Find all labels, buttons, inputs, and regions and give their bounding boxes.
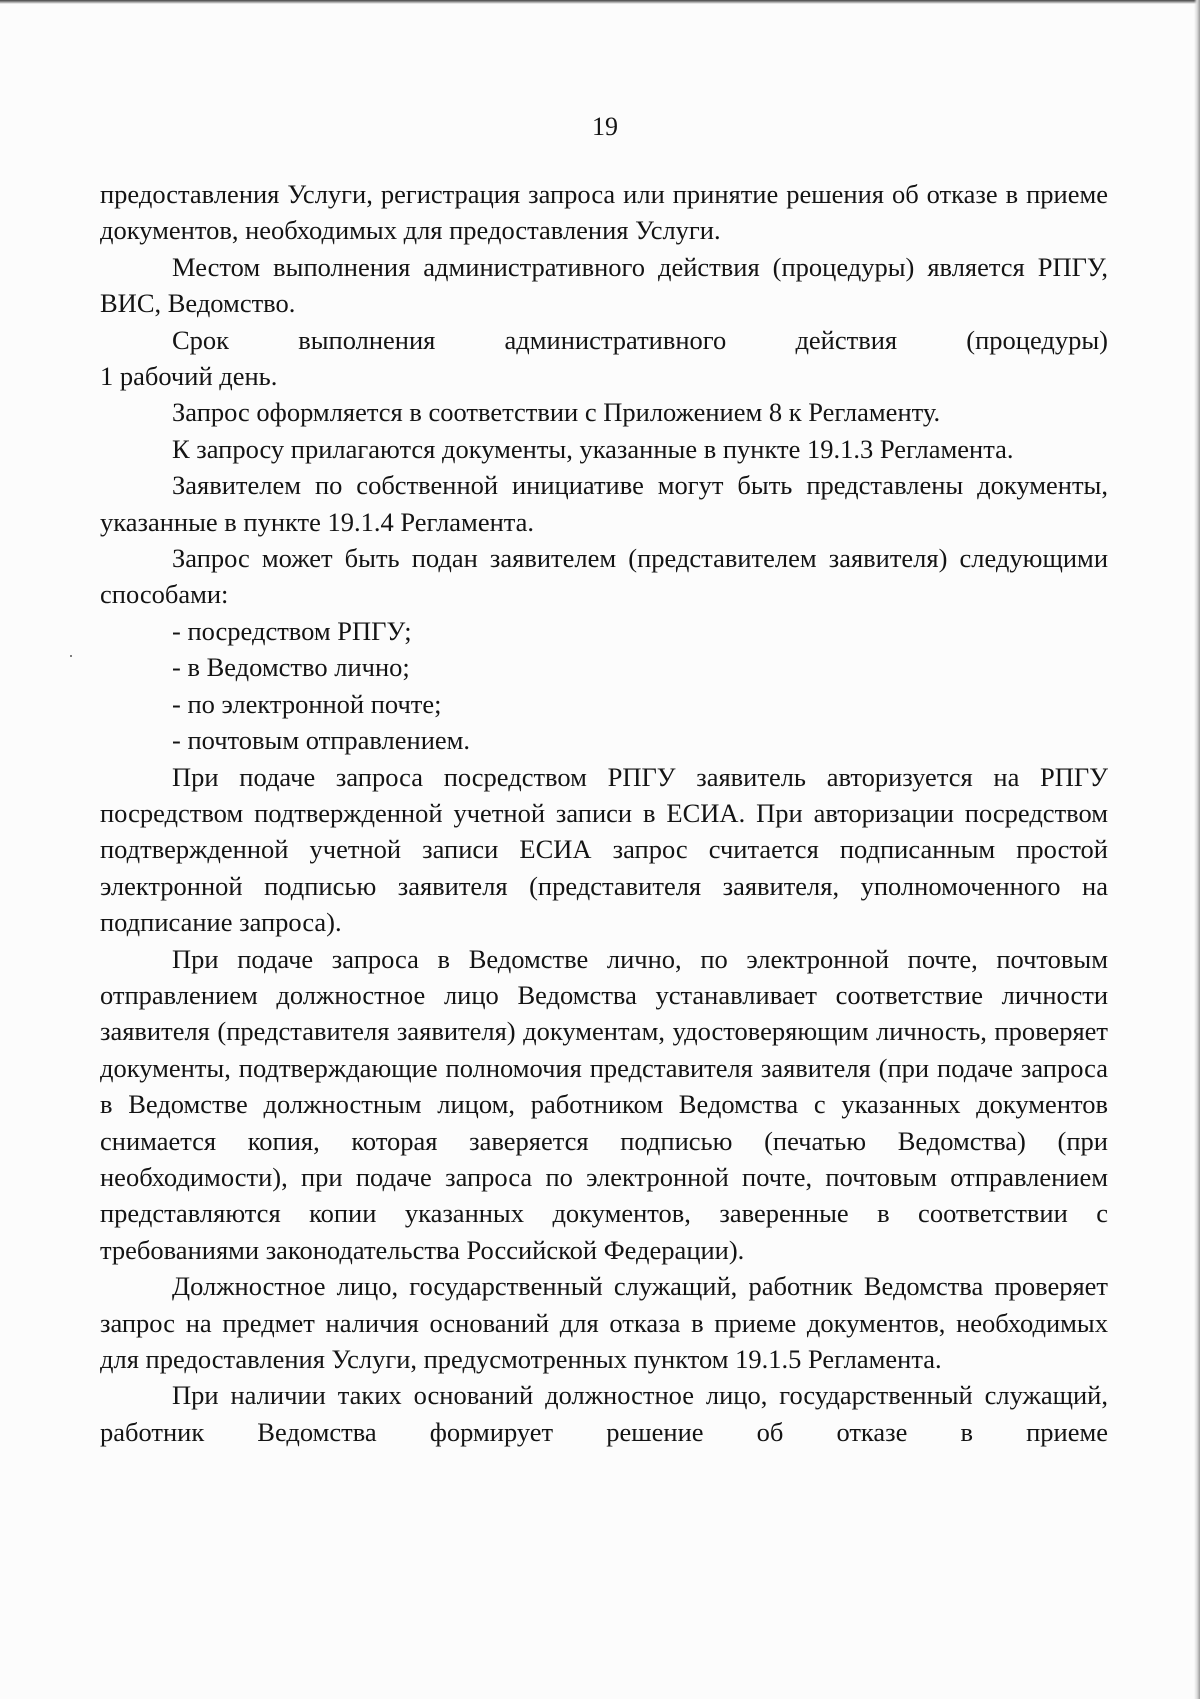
paragraph: 1 рабочий день.: [100, 361, 278, 392]
paragraph: Должностное лицо, государственный служащий, работник Ведомства проверяет запрос на предмет наличия оснований для отказа в приеме документов, необходимых для предоставления Услуги, предусмотренных пунктом 19.1.5 Регламента.: [100, 1271, 1108, 1374]
list-item: - посредством РПГУ;: [172, 615, 412, 646]
paragraph: При наличии таких оснований должностное лицо, государственный служащий, работник Ведомства формирует решение об отказе в приеме: [100, 1380, 1108, 1447]
paragraph: При подаче запроса в Ведомстве лично, по электронной почте, почтовым отправлением должностное лицо Ведомства устанавливает соответствие личности заявителя (представителя заявителя) документам, удостоверяющим личность, проверяет документы, подтверждающие полномочия представителя заявителя (при подаче запроса в Ведомстве должностным лицом, работником Ведомства с указанных документов снимается копия, которая заверяется подписью (печатью Ведомства) (при необходимости), при подаче запроса по электронной почте, почтовым отправлением представляются копии указанных документов, заверенные в соответствии с требованиями законодательства Российской Федерации).: [100, 943, 1108, 1265]
list-item: - по электронной почте;: [172, 688, 442, 719]
paragraph: При подаче запроса посредством РПГУ заявитель авторизуется на РПГУ посредством подтвержденной учетной записи в ЕСИА. При авторизации посредством подтвержденной учетной записи ЕСИА запрос считается подписанным простой электронной подписью заявителя (представителя заявителя, уполномоченного на подписание запроса).: [100, 761, 1108, 938]
list-item: - почтовым отправлением.: [172, 725, 471, 756]
scan-edge-top: [0, 0, 1200, 4]
paragraph: Местом выполнения административного действия (процедуры) является РПГУ, ВИС, Ведомство.: [100, 251, 1108, 319]
paragraph: Заявителем по собственной инициативе могут быть представлены документы, указанные в пункте 19.1.4 Регламента.: [100, 470, 1108, 537]
paragraph: К запросу прилагаются документы, указанные в пункте 19.1.3 Регламента.: [172, 433, 1014, 464]
paragraph: Запрос может быть подан заявителем (представителем заявителя) следующими способами:: [100, 543, 1108, 610]
paragraph: Срок выполнения административного действия (процедуры): [172, 324, 1108, 355]
scan-edge-right: [1194, 0, 1200, 1699]
scan-speck: [70, 655, 72, 657]
document-body: [100, 176, 1108, 1450]
page-number: 19: [592, 112, 618, 141]
paragraph: Запрос оформляется в соответствии с Приложением 8 к Регламенту.: [172, 397, 941, 428]
list-item: - в Ведомство лично;: [172, 652, 410, 683]
paragraph: предоставления Услуги, регистрация запроса или принятие решения об отказе в приеме документов, необходимых для предоставления Услуги.: [100, 179, 1108, 246]
